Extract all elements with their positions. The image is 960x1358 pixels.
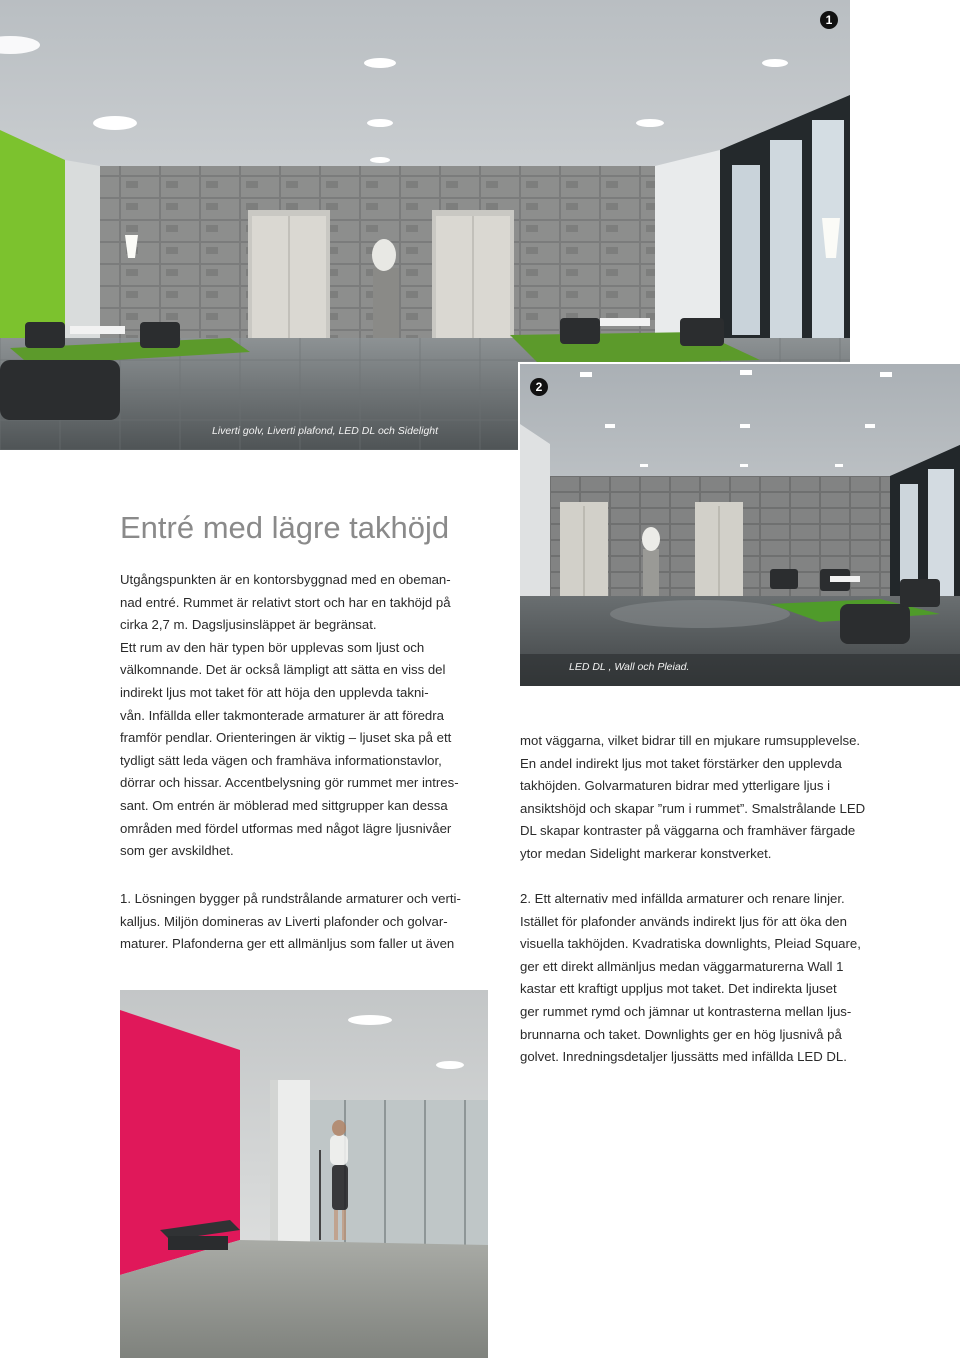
photo-1-number-badge: 1 [820, 11, 838, 29]
solution-1-paragraph: 1. Lösningen bygger på rundstrålande armaturer och verti- kalljus. Miljön domineras av Liverti plafonder och golvar- maturer. Plafonderna ger ett allmänljus som faller ut även [120, 891, 461, 952]
photo-2-caption: LED DL , Wall och Pleiad. [569, 661, 690, 673]
intro-paragraph: Utgångspunkten är en kontorsbyggnad med en obeman- nad entré. Rummet är relativt stort och har en takhöjd på cirka 2,7 m. Dagsljusinsläppet är begränsat. Ett rum av den här typen bör upplevas som ljust och välkomnande. Det är också lämpligt att sätta en viss del indirekt ljus mot taket för att höja den upplevda takni- vån. Infällda eller takmonterade armaturer är att föredra framför pendlar. Orienteringen är viktig – ljuset ska på ett tydligt sätt leda vägen och framhäva informationstavlor, dörrar och hissar. Accentbelysning gör rummet mer intres- sant. Om entrén är möblerad med sittgrupper kan dessa områden med fördel utformas med något lägre ljusnivåer som ger avskildhet. [120, 572, 459, 859]
lobby-photo-2 [518, 362, 960, 686]
corridor-photo-image [120, 990, 488, 1358]
solution-1-paragraph-continued: mot väggarna, vilket bidrar till en mjukare rumsupplevelse. En andel indirekt ljus mot taket förstärker den upplevda takhöjden. Golvarmaturen bidrar med ytterligare ljus i ansiktshöjd och skapar ”rum i rummet”. Smalstrålande LED DL skapar kontraster på väggarna och framhäver färgade ytor medan Sidelight markerar konstverket. [520, 733, 866, 861]
lobby-photo-2-image [520, 364, 960, 686]
solution-2-paragraph: 2. Ett alternativ med infällda armaturer och renare linjer. Istället för plafonder används indirekt ljus för att öka den visuella takhöjden. Kvadratiska downlights, Pleiad Square, ger ett direkt allmänljus medan väggarmaturerna Wall 1 kastar ett kraftigt uppljus mot taket. Det indirekta ljuset ger rummet rymd och jämnar ut kontrasterna mellan ljus- brunnarna och taket. Downlights ger en hög ljusnivå på golvet. Inredningsdetaljer ljussätts med infällda LED DL. [520, 891, 861, 1065]
corridor-photo [120, 990, 488, 1358]
photo-1-caption: Liverti golv, Liverti plafond, LED DL och Sidelight [212, 425, 439, 437]
photo-2-number-badge: 2 [530, 378, 548, 396]
page-title: Entré med lägre takhöjd [120, 510, 450, 545]
